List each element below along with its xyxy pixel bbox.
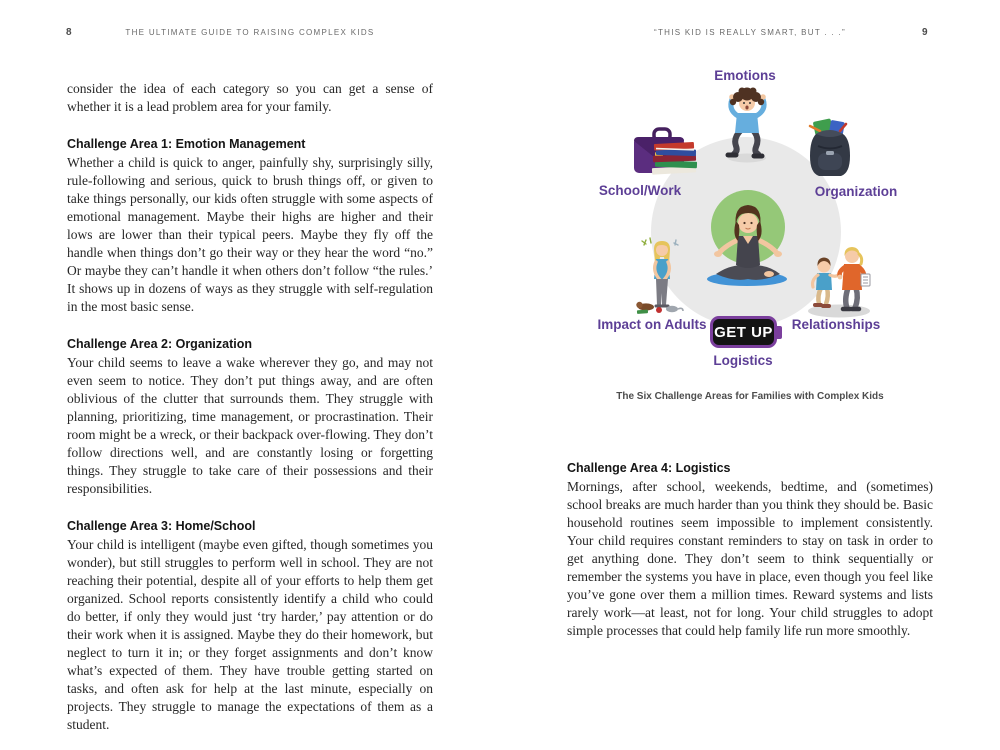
get-up-sign: [710, 316, 777, 348]
diagram-label-emotions: Emotions: [714, 68, 776, 83]
meditating-parent-icon: [702, 187, 792, 290]
section-body-emotion-management: Whether a child is quick to anger, painfully shy, surprisingly silly, rule-following and serious, quick to brush things off, or given to take things personally, our kids often struggle with some aspects of emotional management. Maybe their highs are higher and their lows are lower than their typical peers. Maybe they fly off the handle when things don’t go their way or they hear the word “no.” Or maybe they can’t handle it when others don’t follow “the rules.’ It shows up in dozens of ways as they struggle with self-regulation in the most basic sense.: [67, 155, 433, 314]
left-running-head: THE ULTIMATE GUIDE TO RAISING COMPLEX KIDS: [125, 28, 375, 37]
left-page-number: 8: [66, 27, 72, 38]
section-heading-logistics: Challenge Area 4: Logistics: [567, 461, 731, 475]
diagram-label-logistics: Logistics: [713, 353, 773, 368]
section-body-home-school: Your child is intelligent (maybe even gifted, though sometimes you wonder), but still struggles to perform well in school. They are not reaching their potential, despite all of your efforts to help them get organized. School reports consistently identify a child who could do better, if only they would just ‘try harder,’ pay attention or do their work when it is assigned. Maybe they do their homework, but neglect to turn it in; or they forget assignments and don’t know what’s expected of them. They have trouble getting started on tasks, and often ask for help at the last minute, especially on projects. They struggle to manage the expectations of them as a student.: [67, 537, 433, 732]
diagram-label-impact-on-adults: Impact on Adults: [597, 317, 707, 332]
intro-paragraph: consider the idea of each category so you can get a sense of whether it is a lead problem area for your family.: [67, 81, 433, 114]
frustrated-child-icon: [720, 86, 775, 164]
section-body-logistics: Mornings, after school, weekends, bedtime, and (sometimes) school breaks are much harder than you think they should be. Basic household routines seem impossible to implement consistently. Your child requires constant reminders to stay on task in order to get anything done. They don’t seem to think sequentially or remember the systems you have in place, even though you feel like you’ve gone over them a million times. Reward systems and lists rarely work—at least, not for long. Your child struggles to adopt simple processes that could help family life run more smoothly.: [567, 479, 933, 638]
overwhelmed-adult-icon: [636, 237, 697, 317]
section-heading-organization: Challenge Area 2: Organization: [67, 337, 252, 351]
get-up-sign-tab: [774, 326, 782, 339]
right-running-head: “THIS KID IS REALLY SMART, BUT . . .”: [654, 28, 846, 37]
diagram-label-organization: Organization: [814, 184, 898, 199]
right-page-number: 9: [922, 27, 928, 38]
overflowing-backpack-icon: [806, 118, 854, 181]
section-body-organization: Your child seems to leave a wake wherever they go, and may not even seem to notice. They don’t put things away, and are often oblivious of the clutter that surrounds them. They struggle with planning, prioritizing, time management, or procrastination. Their room might be a wreck, or their backpack over-flowing. They don’t follow directions well, and are constantly losing or forgetting things. They struggle to take care of their possessions and their responsibilities.: [67, 355, 433, 496]
diagram-label-school-work: School/Work: [598, 183, 682, 198]
section-heading-emotion-management: Challenge Area 1: Emotion Management: [67, 137, 306, 151]
figure-caption: The Six Challenge Areas for Families with Complex Kids: [616, 391, 884, 402]
left-page-text-column: [67, 80, 433, 734]
briefcase-books-icon: [632, 127, 700, 183]
parent-child-icon: [803, 244, 874, 320]
right-page-text-column: [567, 461, 933, 640]
section-heading-home-school: Challenge Area 3: Home/School: [67, 519, 256, 533]
diagram-label-relationships: Relationships: [791, 317, 881, 332]
get-up-label: GET UP: [714, 323, 773, 341]
figure-six-challenge-areas: [567, 55, 933, 410]
